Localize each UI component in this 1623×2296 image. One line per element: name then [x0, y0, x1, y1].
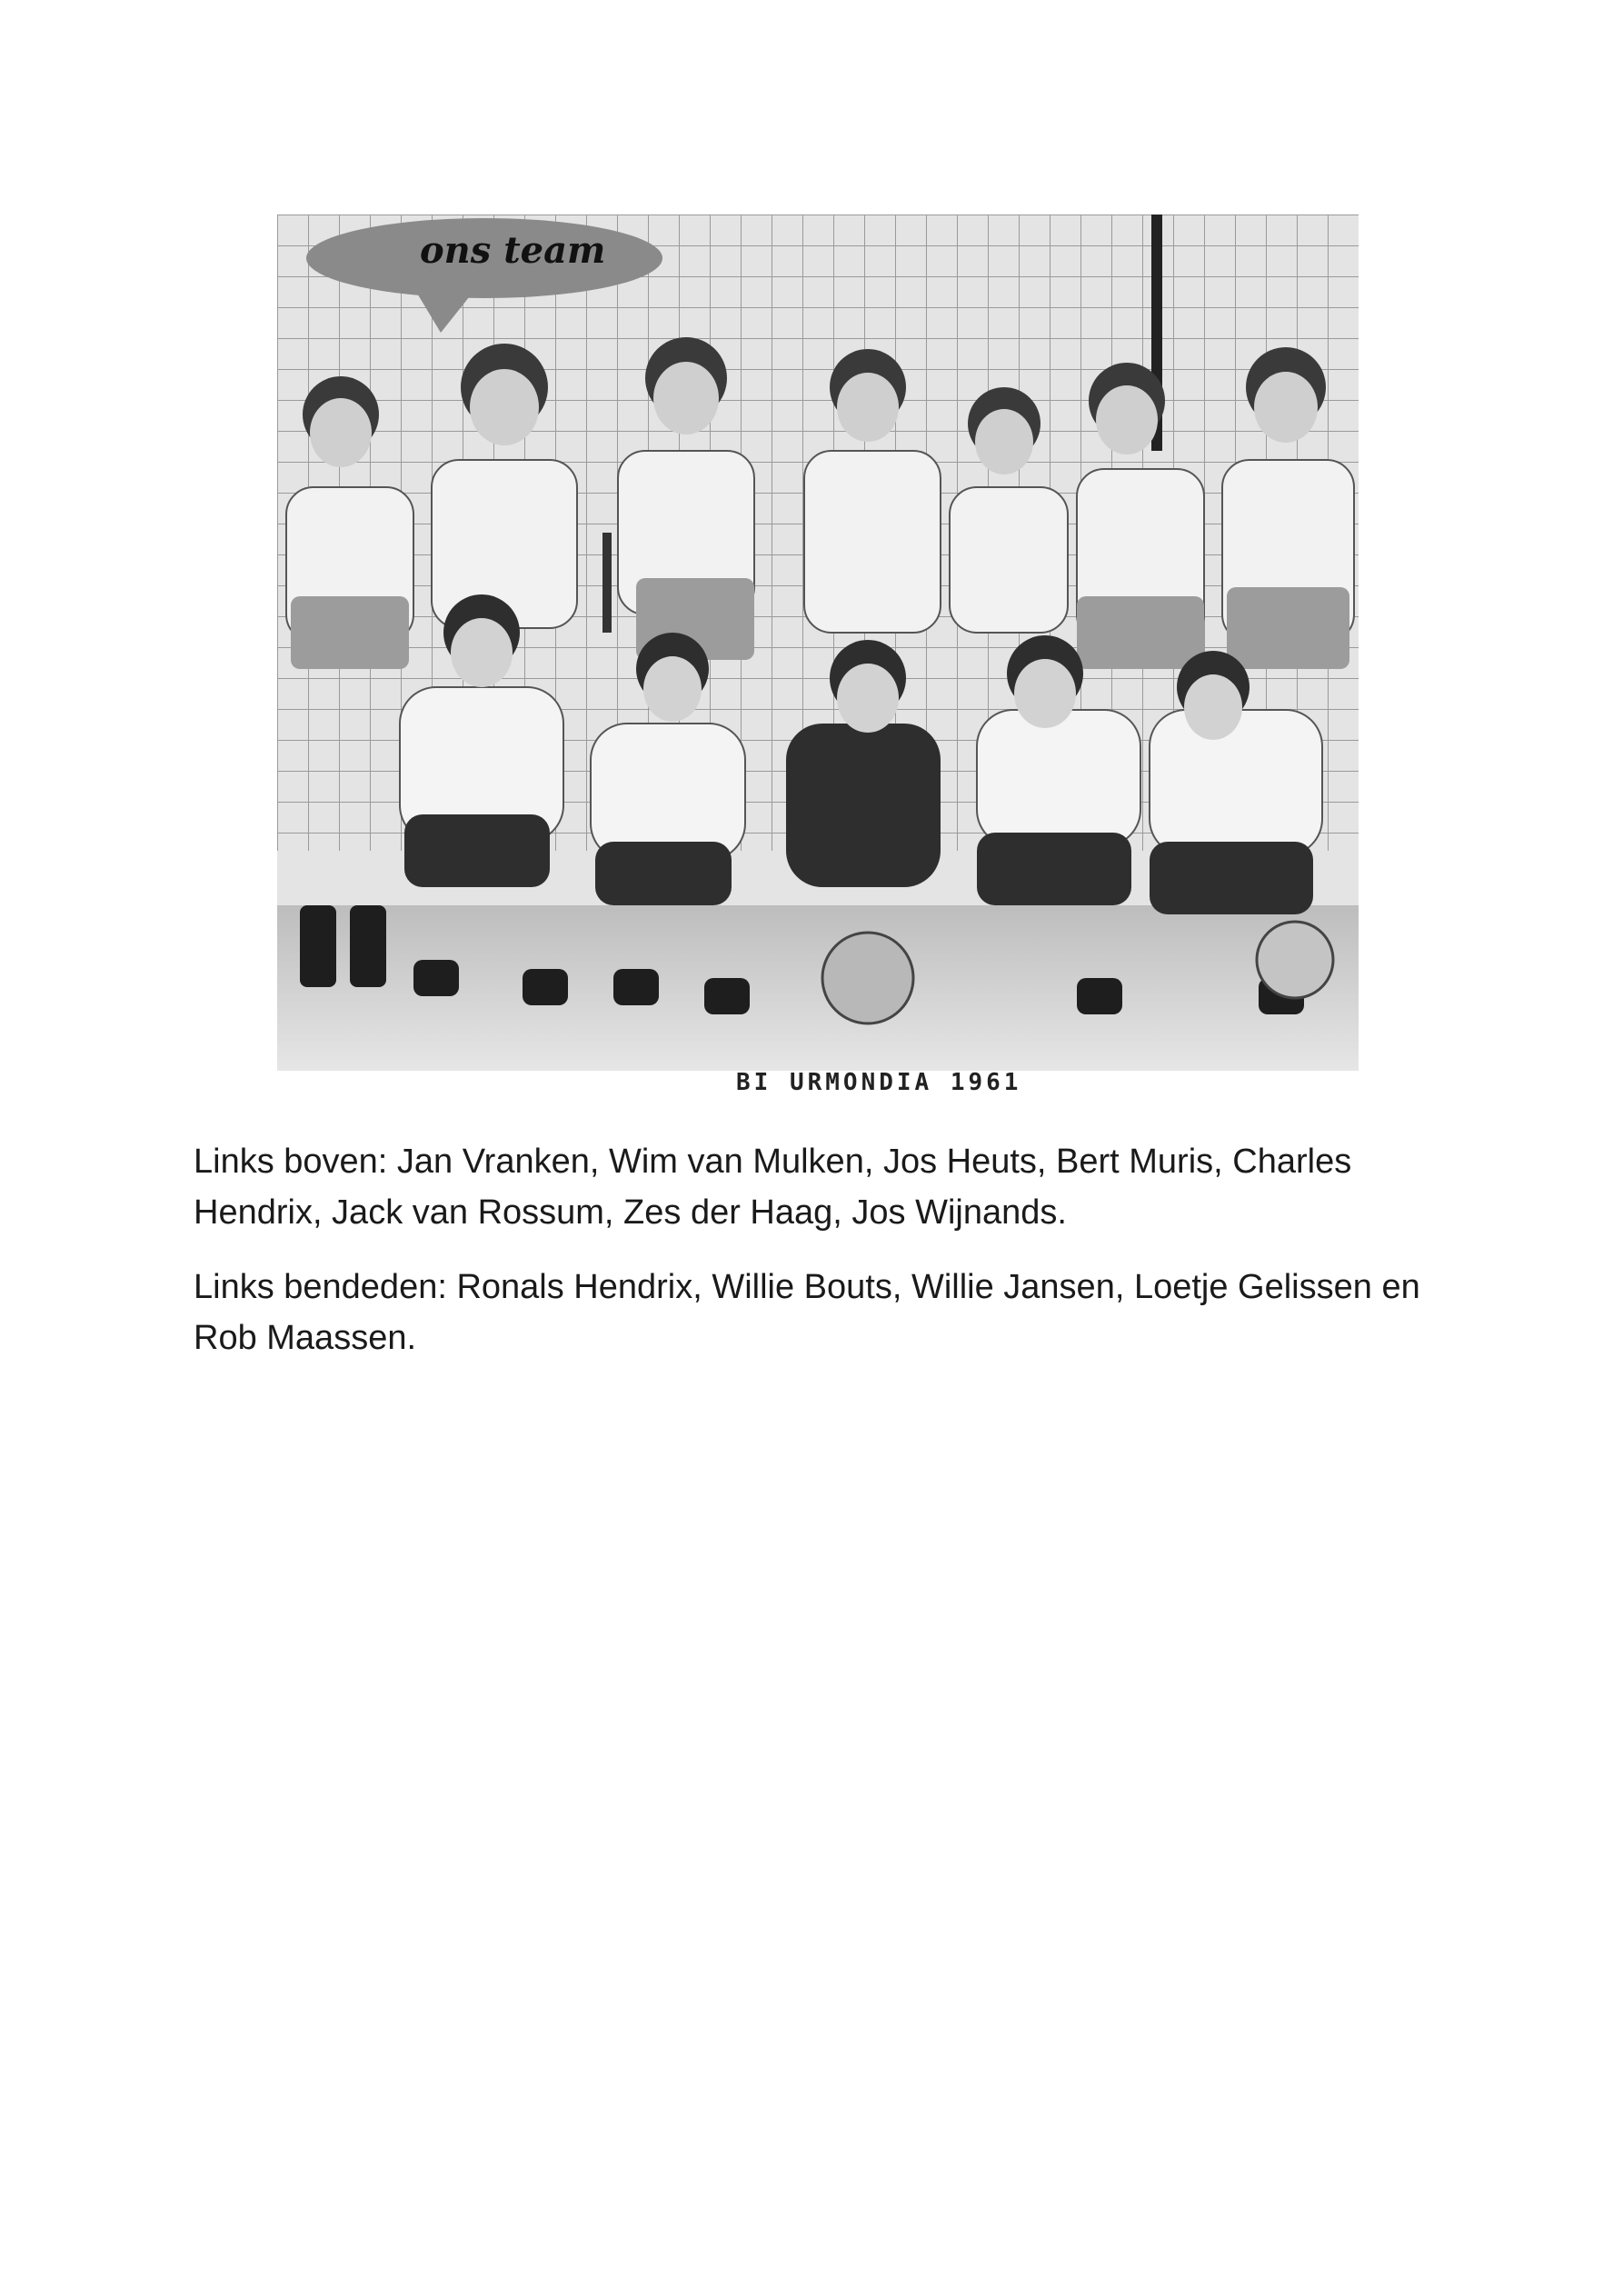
- bottom-row-names: Links bendeden: Ronals Hendrix, Willie Bouts, Willie Jansen, Loetje Gelissen en Rob Maassen.: [194, 1268, 1420, 1357]
- top-row-names: Links boven: Jan Vranken, Wim van Mulken, Jos Heuts, Bert Muris, Charles Hendrix, Jack van Rossum, Zes der Haag, Jos Wijnands.: [194, 1143, 1352, 1232]
- photo-caption: BI URMONDIA 1961: [736, 1069, 1022, 1096]
- photo-bubble-text: ons team: [420, 229, 606, 272]
- team-photo: [277, 215, 1359, 1071]
